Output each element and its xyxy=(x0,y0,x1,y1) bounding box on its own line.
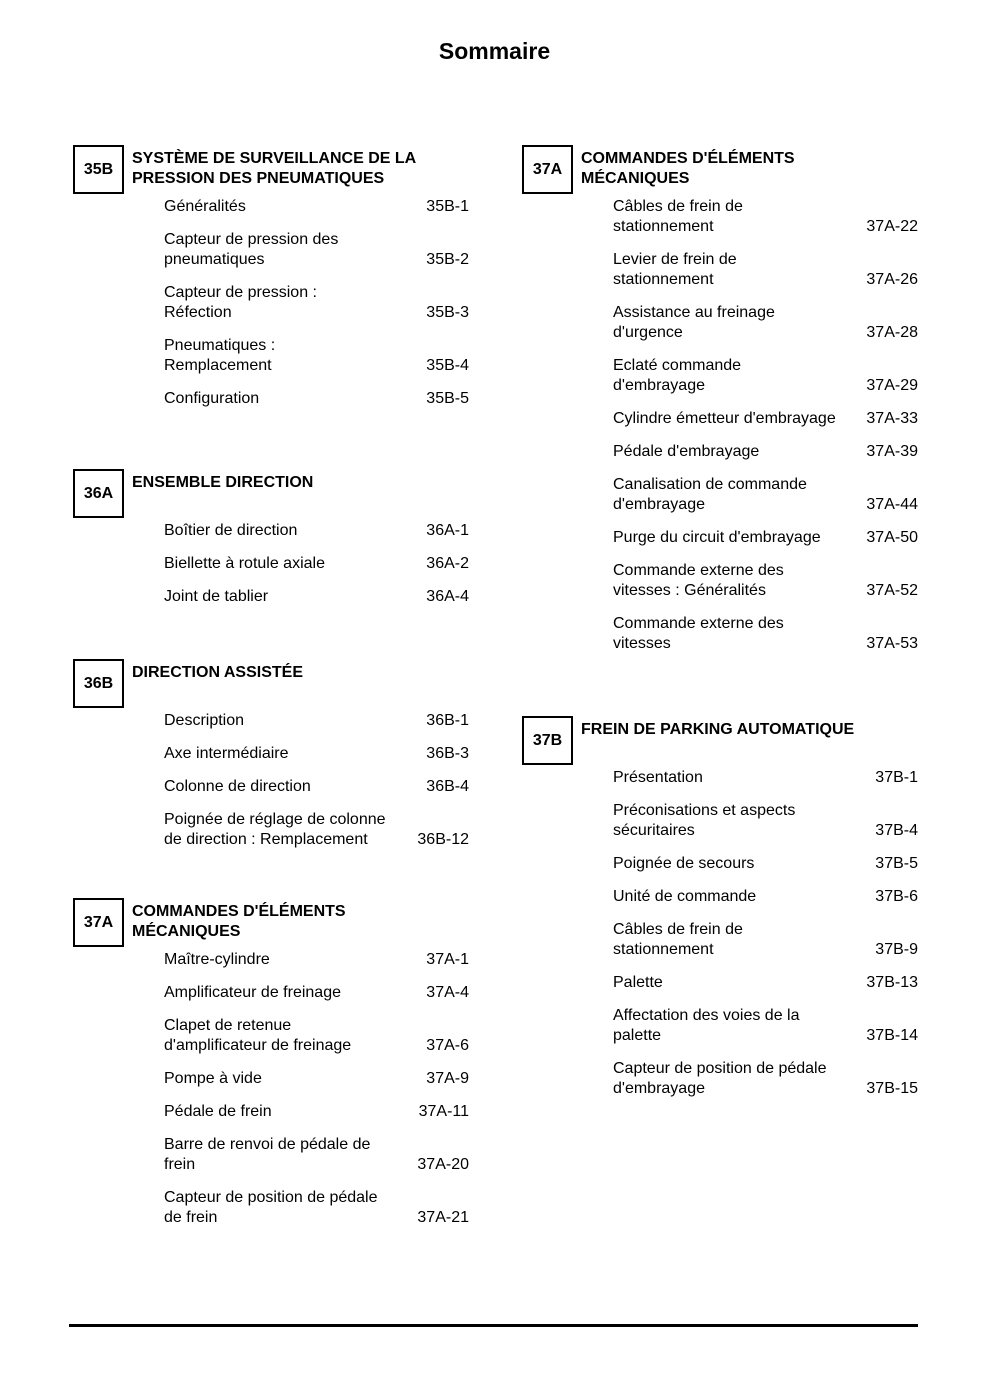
entry-page-ref: 37A-39 xyxy=(866,443,918,460)
toc-entry[interactable] xyxy=(613,801,918,841)
entry-label: Description xyxy=(164,712,245,729)
toc-column-right xyxy=(522,145,922,1112)
section-title: COMMANDES D'ÉLÉMENTS MÉCANIQUES xyxy=(581,150,795,187)
toc-entry[interactable] xyxy=(164,777,469,797)
toc-entry[interactable] xyxy=(613,475,918,515)
toc-entry[interactable] xyxy=(613,561,918,601)
entry-page-ref: 37B-15 xyxy=(866,1080,918,1097)
page-title: Sommaire xyxy=(438,38,551,64)
entry-label: Levier de frein de stationnement xyxy=(613,251,737,288)
entry-label: Eclaté commande d'embrayage xyxy=(613,357,742,394)
entry-label: Colonne de direction xyxy=(164,778,311,795)
entry-page-ref: 36B-3 xyxy=(426,745,469,762)
entry-label: Généralités xyxy=(164,198,246,215)
toc-section xyxy=(73,145,473,409)
section-code-box xyxy=(73,659,124,708)
toc-section xyxy=(73,469,473,607)
section-code: 36B xyxy=(83,674,114,692)
toc-entry[interactable] xyxy=(613,303,918,343)
entry-page-ref: 37A-44 xyxy=(866,496,918,513)
section-code-box xyxy=(73,469,124,518)
entry-page-ref: 37B-6 xyxy=(875,888,918,905)
entry-label: Poignée de secours xyxy=(613,855,755,872)
entry-page-ref: 35B-2 xyxy=(426,251,469,268)
toc-entry[interactable] xyxy=(164,744,469,764)
entry-label: Capteur de position de pédale de frein xyxy=(164,1189,378,1226)
toc-entry[interactable] xyxy=(613,409,918,429)
toc-entry[interactable] xyxy=(613,887,918,907)
toc-entry[interactable] xyxy=(613,356,918,396)
toc-entry[interactable] xyxy=(164,389,469,409)
toc-entry[interactable] xyxy=(164,521,469,541)
entry-page-ref: 37A-26 xyxy=(866,271,918,288)
toc-entry[interactable] xyxy=(613,197,918,237)
entry-page-ref: 37A-52 xyxy=(866,582,918,599)
entry-page-ref: 37B-5 xyxy=(875,855,918,872)
section-title: SYSTÈME DE SURVEILLANCE DE LA PRESSION DES PNEUMATIQUES xyxy=(132,150,417,187)
entry-label: Maître-cylindre xyxy=(164,951,270,968)
entry-page-ref: 35B-1 xyxy=(426,198,469,215)
toc-entry[interactable] xyxy=(164,197,469,217)
entry-page-ref: 37A-29 xyxy=(866,377,918,394)
entry-label: Câbles de frein de stationnement xyxy=(613,921,743,958)
section-entries xyxy=(73,521,473,607)
entry-label: Poignée de réglage de colonne de direction : Remplacement xyxy=(164,811,386,848)
entry-page-ref: 37B-9 xyxy=(875,941,918,958)
section-code-box xyxy=(522,716,573,765)
entry-page-ref: 36B-12 xyxy=(417,831,469,848)
section-title: ENSEMBLE DIRECTION xyxy=(132,474,314,491)
toc-section xyxy=(522,145,922,654)
toc-entry[interactable] xyxy=(613,920,918,960)
section-code: 37A xyxy=(83,913,114,931)
entry-page-ref: 37A-33 xyxy=(866,410,918,427)
section-code-box xyxy=(73,898,124,947)
entry-page-ref: 36A-4 xyxy=(426,588,469,605)
toc-entry[interactable] xyxy=(613,1059,918,1099)
toc-entry[interactable] xyxy=(613,768,918,788)
entry-page-ref: 36B-4 xyxy=(426,778,469,795)
section-entries xyxy=(522,197,922,654)
section-code: 37B xyxy=(532,731,563,749)
entry-page-ref: 37A-28 xyxy=(866,324,918,341)
entry-label: Commande externe des vitesses : Généralités xyxy=(613,562,784,599)
section-entries xyxy=(73,711,473,850)
entry-page-ref: 35B-3 xyxy=(426,304,469,321)
toc-column-left xyxy=(73,145,473,1241)
toc-entry[interactable] xyxy=(613,854,918,874)
toc-entry[interactable] xyxy=(613,528,918,548)
entry-label: Boîtier de direction xyxy=(164,522,298,539)
entry-page-ref: 37B-4 xyxy=(875,822,918,839)
entry-label: Pédale d'embrayage xyxy=(613,443,760,460)
section-header xyxy=(522,145,922,194)
entry-label: Palette xyxy=(613,974,663,991)
section-code: 37A xyxy=(532,160,563,178)
entry-label: Préconisations et aspects sécuritaires xyxy=(613,802,796,839)
entry-label: Canalisation de commande d'embrayage xyxy=(613,476,807,513)
entry-page-ref: 37A-50 xyxy=(866,529,918,546)
section-title: COMMANDES D'ÉLÉMENTS MÉCANIQUES xyxy=(132,903,346,940)
toc-entry[interactable] xyxy=(164,1016,469,1056)
entry-label: Barre de renvoi de pédale de frein xyxy=(164,1136,371,1173)
entry-label: Affectation des voies de la palette xyxy=(613,1007,800,1044)
toc-entry[interactable] xyxy=(164,1135,469,1175)
section-header xyxy=(73,145,473,194)
entry-page-ref: 37A-9 xyxy=(426,1070,469,1087)
toc-entry[interactable] xyxy=(164,983,469,1003)
section-header xyxy=(522,716,922,765)
entry-label: Câbles de frein de stationnement xyxy=(613,198,743,235)
entry-label: Capteur de pression des pneumatiques xyxy=(164,231,339,268)
entry-label: Capteur de pression : Réfection xyxy=(164,284,317,321)
entry-label: Capteur de position de pédale d'embrayage xyxy=(613,1060,827,1097)
entry-page-ref: 36A-1 xyxy=(426,522,469,539)
toc-entry[interactable] xyxy=(613,973,918,993)
entry-label: Assistance au freinage d'urgence xyxy=(613,304,775,341)
entry-label: Axe intermédiaire xyxy=(164,745,289,762)
section-header xyxy=(73,898,473,947)
toc-entry[interactable] xyxy=(164,711,469,731)
section-header xyxy=(73,659,473,708)
toc-entry[interactable] xyxy=(164,1188,469,1228)
entry-label: Présentation xyxy=(613,769,703,786)
section-entries xyxy=(73,197,473,409)
entry-page-ref: 37A-20 xyxy=(417,1156,469,1173)
entry-page-ref: 37A-21 xyxy=(417,1209,469,1226)
section-code-box xyxy=(73,145,124,194)
toc-entry[interactable] xyxy=(164,1102,469,1122)
section-entries xyxy=(73,950,473,1228)
toc-entry[interactable] xyxy=(613,1006,918,1046)
entry-page-ref: 36B-1 xyxy=(426,712,469,729)
toc-section xyxy=(522,716,922,1099)
toc-entry[interactable] xyxy=(164,230,469,270)
entry-label: Cylindre émetteur d'embrayage xyxy=(613,410,836,427)
entry-label: Pédale de frein xyxy=(164,1103,272,1120)
toc-entry[interactable] xyxy=(164,810,469,850)
entry-label: Purge du circuit d'embrayage xyxy=(613,529,821,546)
entry-page-ref: 37B-13 xyxy=(866,974,918,991)
entry-label: Configuration xyxy=(164,390,260,407)
entry-label: Commande externe des vitesses xyxy=(613,615,784,652)
entry-page-ref: 37A-11 xyxy=(418,1103,469,1120)
bottom-rule xyxy=(69,1324,918,1327)
section-code: 36A xyxy=(83,484,114,502)
section-title: DIRECTION ASSISTÉE xyxy=(132,664,303,681)
toc-entry[interactable] xyxy=(613,250,918,290)
entry-page-ref: 36A-2 xyxy=(426,555,469,572)
entry-label: Amplificateur de freinage xyxy=(164,984,341,1001)
entry-page-ref: 37B-1 xyxy=(875,769,918,786)
toc-entry[interactable] xyxy=(613,442,918,462)
section-entries xyxy=(522,768,922,1099)
toc-entry[interactable] xyxy=(164,336,469,376)
entry-page-ref: 35B-4 xyxy=(426,357,469,374)
entry-page-ref: 37A-22 xyxy=(866,218,918,235)
entry-page-ref: 37A-53 xyxy=(866,635,918,652)
entry-page-ref: 37A-4 xyxy=(426,984,469,1001)
section-header xyxy=(73,469,473,518)
toc-entry[interactable] xyxy=(164,1069,469,1089)
section-code: 35B xyxy=(83,160,114,178)
toc-entry[interactable] xyxy=(164,283,469,323)
toc-entry[interactable] xyxy=(613,614,918,654)
entry-page-ref: 37B-14 xyxy=(866,1027,918,1044)
entry-page-ref: 35B-5 xyxy=(426,390,469,407)
entry-label: Pompe à vide xyxy=(164,1070,262,1087)
entry-label: Joint de tablier xyxy=(164,588,269,605)
entry-page-ref: 37A-6 xyxy=(426,1037,469,1054)
entry-label: Pneumatiques : Remplacement xyxy=(164,337,276,374)
toc-entry[interactable] xyxy=(164,554,469,574)
toc-section xyxy=(73,898,473,1228)
section-code-box xyxy=(522,145,573,194)
entry-label: Unité de commande xyxy=(613,888,757,905)
entry-label: Clapet de retenue d'amplificateur de freinage xyxy=(164,1017,352,1054)
toc-entry[interactable] xyxy=(164,587,469,607)
section-title: FREIN DE PARKING AUTOMATIQUE xyxy=(581,721,855,738)
entry-page-ref: 37A-1 xyxy=(426,951,469,968)
toc-section xyxy=(73,659,473,850)
toc-entry[interactable] xyxy=(164,950,469,970)
entry-label: Biellette à rotule axiale xyxy=(164,555,325,572)
